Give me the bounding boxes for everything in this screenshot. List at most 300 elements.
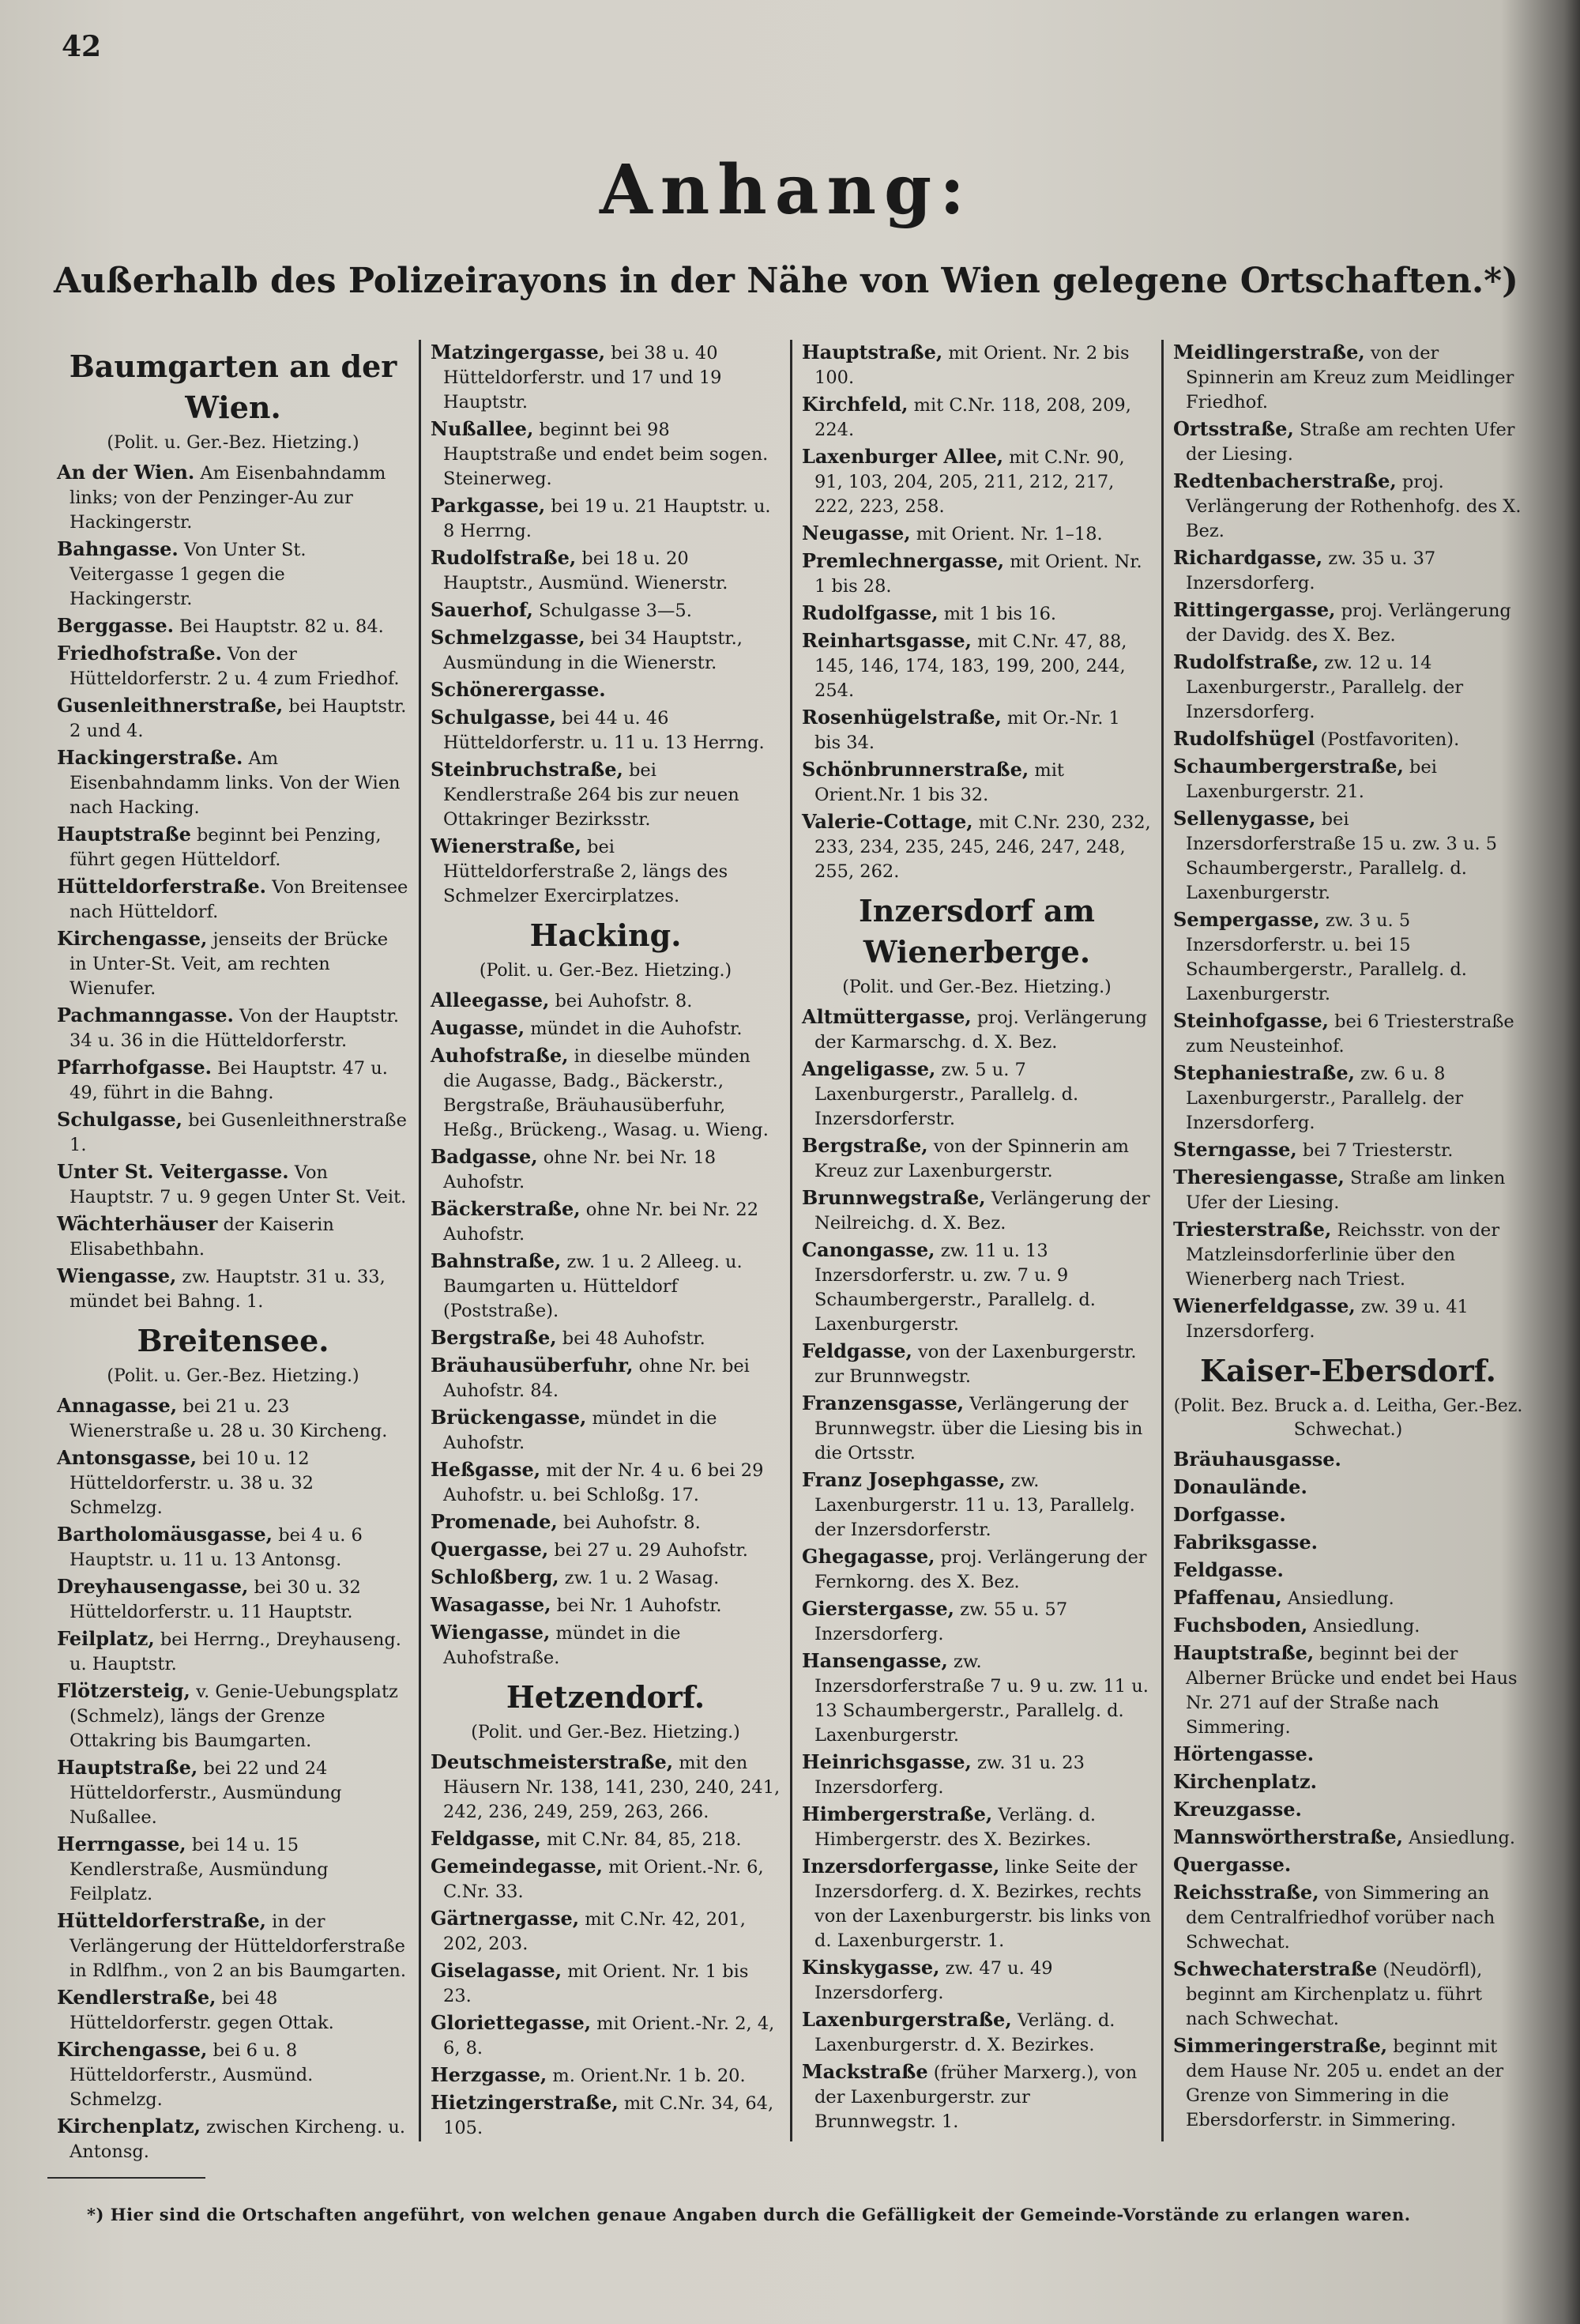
- street-entry: [802, 1544, 1152, 1595]
- street-entry: [802, 1596, 1152, 1647]
- street-description: zw. 55 u. 57 Inzersdorferg.: [814, 1599, 1068, 1644]
- street-entry: [431, 1958, 781, 2009]
- street-name: Pfarrhofgasse.: [57, 1056, 212, 1079]
- street-entry: [57, 1574, 409, 1625]
- street-description: bei 18 u. 20 Hauptstr., Ausmünd. Wienerstr.: [443, 548, 728, 593]
- street-entry: [431, 1826, 781, 1852]
- street-name: Kirchengasse,: [57, 2038, 208, 2061]
- street-description: zw. 12 u. 14 Laxenburgerstr., Parallelg. der Inzersdorferg.: [1186, 653, 1464, 722]
- street-description: Reichsstr. von der Matzleinsdorferlinie über den Wienerberg nach Triest.: [1186, 1220, 1500, 1290]
- street-entry: [431, 1353, 781, 1403]
- street-entry: [431, 705, 781, 755]
- street-name: Bäckerstraße,: [431, 1197, 581, 1220]
- section-heading: Inzersdorf am Wienerberge.: [859, 893, 1095, 970]
- street-name: Quergasse,: [431, 1538, 549, 1561]
- street-description: bei 48 Hütteldorferstr. gegen Ottak.: [70, 1988, 334, 2033]
- street-entry: [57, 1003, 409, 1053]
- street-entry: [57, 1985, 409, 2036]
- street-entry: [802, 1339, 1152, 1389]
- street-name: Redtenbacherstraße,: [1173, 469, 1397, 492]
- street-name: Kendlerstraße,: [57, 1986, 216, 2009]
- street-entry: [1173, 907, 1523, 1007]
- street-name: Quergasse.: [1173, 1853, 1292, 1876]
- street-name: Reichsstraße,: [1173, 1881, 1319, 1904]
- street-description: bei 30 u. 32 Hütteldorferstr. u. 11 Hauptstr.: [70, 1577, 361, 1622]
- street-entry: [1173, 754, 1523, 804]
- street-description: jenseits der Brücke in Unter-St. Veit, am rechten Wienufer.: [70, 929, 389, 999]
- column-4: [1161, 340, 1533, 2141]
- street-entry: [1173, 340, 1523, 415]
- street-name: Rosenhügelstraße,: [802, 706, 1002, 729]
- street-entry: [802, 1004, 1152, 1055]
- street-name: Laxenburger Allee,: [802, 445, 1004, 468]
- street-name: Feldgasse,: [802, 1339, 912, 1362]
- street-description: von Simmering an dem Centralfriedhof vorüber nach Schwechat.: [1186, 1883, 1495, 1953]
- street-description: mit Orient. Nr. 1–18.: [910, 524, 1103, 544]
- street-entry: [1173, 1613, 1523, 1639]
- street-entry: [1173, 1475, 1523, 1501]
- street-description: mit C.Nr. 90, 91, 103, 204, 205, 211, 212, 217, 222, 223, 258.: [814, 447, 1125, 517]
- street-description: bei Auhofstr. 8.: [557, 1512, 701, 1533]
- street-description: mit der Nr. 4 u. 6 bei 29 Auhofstr. u. bei Schloßg. 17.: [443, 1460, 764, 1505]
- street-entry: [1173, 1957, 1523, 2032]
- street-name: Hauptstraße,: [802, 341, 943, 363]
- street-entry: [1173, 416, 1523, 467]
- street-description: bei 44 u. 46 Hütteldorferstr. u. 11 u. 13 Herrng.: [443, 708, 765, 753]
- street-entry: [1173, 806, 1523, 906]
- street-name: Ortsstraße,: [1173, 417, 1294, 440]
- street-name: Wiengasse,: [57, 1264, 177, 1287]
- street-entry: [1173, 597, 1523, 648]
- street-name: Deutschmeisterstraße,: [431, 1750, 674, 1773]
- street-entry: [1173, 1165, 1523, 1215]
- street-description: bei 7 Triesterstr.: [1296, 1140, 1454, 1161]
- street-name: Wächterhäuser: [57, 1212, 218, 1235]
- section-district-note: (Polit. Bez. Bruck a. d. Leitha, Ger.-Bez. Schwechat.): [1173, 1396, 1523, 1440]
- street-description: bei 10 u. 12 Hütteldorferstr. u. 38 u. 32 Schmelzg.: [70, 1448, 314, 1518]
- street-entry: [802, 1057, 1152, 1132]
- street-description: v. Genie-Uebungsplatz (Schmelz), längs der Grenze Ottakring bis Baumgarten.: [70, 1682, 398, 1751]
- street-name: Hauptstraße,: [1173, 1641, 1315, 1664]
- street-description: bei 38 u. 40 Hütteldorferstr. und 17 und 19 Hauptstr.: [443, 343, 722, 412]
- street-description: bei 34 Hauptstr., Ausmündung in die Wienerstr.: [443, 628, 743, 673]
- street-name: Bergstraße,: [802, 1134, 928, 1157]
- street-description: Bei Hauptstr. 82 u. 84.: [173, 616, 384, 637]
- street-entry: [57, 1107, 409, 1158]
- street-description: Straße am linken Ufer der Liesing.: [1186, 1168, 1506, 1213]
- street-description: zw. 6 u. 8 Laxenburgerstr., Parallelg. der Inzersdorferg.: [1186, 1064, 1464, 1133]
- street-entry: [431, 1196, 781, 1247]
- street-entry: [431, 1015, 781, 1041]
- street-name: Bahnstraße,: [431, 1249, 562, 1272]
- street-entry: [431, 2062, 781, 2089]
- street-entry: [802, 705, 1152, 755]
- street-entry: [57, 2037, 409, 2112]
- street-description: mündet in die Auhofstraße.: [443, 1623, 681, 1668]
- street-name: Brunnwegstraße,: [802, 1186, 986, 1209]
- street-name: Schönbrunnerstraße,: [802, 758, 1029, 781]
- street-name: Schloßberg,: [431, 1565, 559, 1588]
- street-entry: [1173, 469, 1523, 544]
- street-name: Kinskygasse,: [802, 1956, 940, 1979]
- street-description: mit C.Nr. 34, 64, 105.: [443, 2093, 774, 2138]
- street-entry: [1173, 1008, 1523, 1059]
- street-description: Von Unter St. Veitergasse 1 gegen die Hackingerstr.: [70, 540, 307, 609]
- street-name: Richardgasse,: [1173, 546, 1323, 569]
- street-name: Promenade,: [431, 1510, 558, 1533]
- street-description: m. Orient.Nr. 1 b. 20.: [547, 2066, 746, 2086]
- street-name: Giselagasse,: [431, 1959, 562, 1982]
- street-entry: [431, 834, 781, 909]
- street-name: Feldgasse,: [431, 1827, 541, 1850]
- street-name: Feilplatz,: [57, 1627, 155, 1650]
- street-entry: [431, 1509, 781, 1535]
- section-district-note: (Polit. und Ger.-Bez. Hietzing.): [842, 977, 1112, 997]
- street-entry: [431, 1750, 781, 1825]
- street-name: Inzersdorfergasse,: [802, 1855, 1000, 1878]
- street-description: bei 19 u. 21 Hauptstr. u. 8 Herrng.: [443, 496, 771, 541]
- street-entry: [431, 2090, 781, 2141]
- street-description: bei 6 u. 8 Hütteldorferstr., Ausmünd. Schmelzg.: [70, 2040, 314, 2110]
- street-name: Canongasse,: [802, 1238, 935, 1261]
- street-entry: [431, 1325, 781, 1351]
- street-description: Verlängerung der Neilreichg. d. X. Bez.: [814, 1188, 1150, 1234]
- street-entry: [57, 537, 409, 612]
- street-description: zw. 1 u. 2 Wasag.: [559, 1568, 720, 1588]
- street-name: Kirchenplatz.: [1173, 1770, 1317, 1793]
- street-entry: [802, 1955, 1152, 2006]
- street-name: Bräuhausüberfuhr,: [431, 1354, 634, 1377]
- street-description: Ansiedlung.: [1402, 1828, 1516, 1848]
- street-entry: [1173, 1880, 1523, 1955]
- street-entry: [802, 2059, 1152, 2134]
- street-entry: [802, 340, 1152, 390]
- street-entry: [1173, 1294, 1523, 1344]
- street-entry: [1173, 1852, 1523, 1878]
- street-entry: [431, 988, 781, 1014]
- street-entry: [57, 1159, 409, 1210]
- street-entry: [802, 548, 1152, 599]
- street-description: in dieselbe münden die Augasse, Badg., Bäckerstr., Bergstraße, Bräuhausüberfuhr, Heßg., Brückeng., Wasag. u. Wieng.: [443, 1046, 769, 1140]
- street-entry: [57, 641, 409, 691]
- street-entry: [431, 340, 781, 415]
- street-entry: [57, 1755, 409, 1830]
- column-3: [790, 340, 1161, 2141]
- street-description: Schulgasse 3—5.: [532, 601, 692, 621]
- street-entry: [1173, 1557, 1523, 1584]
- street-description: bei Laxenburgerstr. 21.: [1186, 757, 1437, 802]
- text-columns: [47, 340, 1533, 2162]
- street-description: (Postfavoriten).: [1315, 729, 1460, 750]
- street-entry: [57, 1678, 409, 1753]
- street-description: zw. 35 u. 37 Inzersdorferg.: [1186, 548, 1436, 593]
- street-description: ohne Nr. bei Auhofstr. 84.: [443, 1356, 750, 1401]
- street-entry: [802, 2007, 1152, 2058]
- street-name: Flötzersteig,: [57, 1679, 190, 1702]
- street-description: bei Kendlerstraße 264 bis zur neuen Ottakringer Bezirksstr.: [443, 760, 739, 830]
- street-entry: [1173, 1060, 1523, 1136]
- street-description: bei 27 u. 29 Auhofstr.: [548, 1540, 748, 1561]
- street-name: Simmeringerstraße,: [1173, 2034, 1388, 2057]
- street-description: bei Auhofstr. 8.: [549, 991, 693, 1011]
- column-1: [47, 340, 419, 2162]
- street-name: Bartholomäusgasse,: [57, 1523, 273, 1546]
- street-description: zw. 3 u. 5 Inzersdorferstr. u. bei 15 Schaumbergerstr., Parallelg. d. Laxenburgerstr.: [1186, 910, 1467, 1004]
- street-name: Matzingergasse,: [431, 341, 606, 363]
- street-name: Ghegagasse,: [802, 1545, 935, 1568]
- street-description: Am Eisenbahndamm links. Von der Wien nach Hacking.: [70, 748, 401, 818]
- street-name: Gusenleithnerstraße,: [57, 694, 284, 717]
- street-name: Annagasse,: [57, 1394, 178, 1417]
- street-name: An der Wien.: [57, 461, 195, 484]
- street-entry: [57, 874, 409, 925]
- page-title: Anhang:: [600, 150, 972, 230]
- street-name: Heinrichsgasse,: [802, 1750, 972, 1773]
- street-description: bei 48 Auhofstr.: [556, 1328, 705, 1349]
- street-description: mit Orient. Nr. 1 bis 28.: [814, 552, 1142, 597]
- street-entry: [1173, 1530, 1523, 1556]
- footnote: *) Hier sind die Ortschaften angeführt, von welchen genaue Angaben durch die Gefälligkeit der Gemeinde-Vorstände zu erlangen waren.: [87, 2205, 1411, 2224]
- street-name: Brückengasse,: [431, 1406, 587, 1429]
- page-number: 42: [62, 30, 102, 63]
- street-name: Rudolfstraße,: [1173, 650, 1319, 673]
- street-description: bei 21 u. 23 Wienerstraße u. 28 u. 30 Kircheng.: [70, 1396, 388, 1441]
- street-name: Schönerergasse.: [431, 678, 606, 701]
- street-entry: [431, 1405, 781, 1456]
- street-name: Gloriettegasse,: [431, 2011, 592, 2034]
- street-entry: [57, 1445, 409, 1520]
- street-entry: [802, 1133, 1152, 1184]
- street-name: Herrngasse,: [57, 1832, 186, 1855]
- street-description: zw. 47 u. 49 Inzersdorferg.: [814, 1958, 1053, 2003]
- section-heading: Hacking.: [529, 917, 682, 953]
- street-entry: [1173, 1825, 1523, 1851]
- street-name: Valerie-Cottage,: [802, 810, 973, 833]
- street-name: Gemeindegasse,: [431, 1855, 604, 1878]
- street-entry: [802, 392, 1152, 443]
- street-description: beginnt bei 98 Hauptstraße und endet beim sogen. Steinerweg.: [443, 420, 769, 489]
- street-description: zw. 1 u. 2 Alleeg. u. Baumgarten u. Hütteldorf (Poststraße).: [443, 1252, 743, 1321]
- street-entry: [1173, 726, 1523, 752]
- street-entry: [57, 1626, 409, 1677]
- street-name: Wienerfeldgasse,: [1173, 1294, 1356, 1317]
- street-description: zw. 39 u. 41 Inzersdorferg.: [1186, 1297, 1469, 1342]
- street-name: Gierstergasse,: [802, 1597, 955, 1620]
- street-name: Schwechaterstraße: [1173, 1957, 1378, 1980]
- street-entry: [802, 1391, 1152, 1466]
- column-2: [419, 340, 790, 2141]
- street-entry: [1173, 1217, 1523, 1292]
- street-description: mit Orient.-Nr. 6, C.Nr. 33.: [443, 1857, 764, 1902]
- street-description: von der Spinnerin am Kreuz zum Meidlinger Friedhof.: [1186, 343, 1514, 412]
- street-description: bei 14 u. 15 Kendlerstraße, Ausmündung Feilplatz.: [70, 1835, 329, 1904]
- street-name: Rudolfshügel: [1173, 727, 1315, 750]
- street-name: Meidlingerstraße,: [1173, 341, 1365, 363]
- street-description: Ansiedlung.: [1281, 1588, 1394, 1609]
- street-description: zw. 31 u. 23 Inzersdorferg.: [814, 1753, 1085, 1798]
- street-name: Wiengasse,: [431, 1621, 551, 1644]
- street-name: Franz Josephgasse,: [802, 1468, 1006, 1491]
- street-entry: [431, 625, 781, 676]
- street-name: Herzgasse,: [431, 2063, 547, 2086]
- section-heading: Breitensee.: [137, 1323, 329, 1358]
- street-entry: [802, 1854, 1152, 1953]
- street-description: mit C.Nr. 42, 201, 202, 203.: [443, 1909, 746, 1954]
- street-entry: [431, 757, 781, 832]
- street-name: Parkgasse,: [431, 494, 546, 517]
- street-name: Himbergerstraße,: [802, 1802, 993, 1825]
- street-entry: [802, 628, 1152, 703]
- street-description: mit Orient.Nr. 1 bis 32.: [814, 760, 1064, 805]
- street-entry: [1173, 650, 1523, 725]
- street-entry: [57, 926, 409, 1001]
- street-description: bei Inzersdorferstraße 15 u. zw. 3 u. 5 Schaumbergerstr., Parallelg. d. Laxenburgerstr.: [1186, 809, 1498, 903]
- street-description: mit Orient. Nr. 1 bis 23.: [443, 1961, 749, 2006]
- street-description: proj. Verlängerung der Davidg. des X. Bez.: [1186, 601, 1511, 646]
- street-name: Rudolfgasse,: [802, 601, 939, 624]
- street-name: Donaulände.: [1173, 1475, 1307, 1498]
- street-name: Fabriksgasse.: [1173, 1531, 1318, 1554]
- street-entry: [431, 1457, 781, 1508]
- street-entry: [57, 613, 409, 639]
- street-entry: [1173, 1742, 1523, 1768]
- street-description: bei 22 und 24 Hütteldorferstr., Ausmündung Nußallee.: [70, 1758, 342, 1828]
- street-name: Kirchfeld,: [802, 393, 908, 416]
- street-entry: [431, 416, 781, 492]
- street-entry: [431, 545, 781, 596]
- street-entry: [431, 1144, 781, 1195]
- street-name: Hansengasse,: [802, 1649, 948, 1672]
- street-entry: [431, 677, 781, 703]
- street-name: Triesterstraße,: [1173, 1218, 1332, 1241]
- street-description: von der Spinnerin am Kreuz zur Laxenburgerstr.: [814, 1136, 1129, 1181]
- street-description: Verläng. d. Himbergerstr. des X. Bezirkes.: [814, 1805, 1097, 1850]
- street-entry: [802, 1467, 1152, 1542]
- street-description: zw. 5 u. 7 Laxenburgerstr., Parallelg. d. Inzersdorferstr.: [814, 1060, 1079, 1129]
- street-entry: [57, 1211, 409, 1262]
- street-entry: [802, 521, 1152, 547]
- street-description: Von der Hauptstr. 34 u. 36 in die Hütteldorferstr.: [70, 1006, 399, 1051]
- street-description: mündet in die Auhofstr.: [525, 1019, 743, 1039]
- street-description: bei Nr. 1 Auhofstr.: [551, 1595, 722, 1616]
- street-name: Schulgasse,: [431, 706, 556, 729]
- street-entry: [57, 822, 409, 872]
- street-name: Sempergasse,: [1173, 908, 1320, 931]
- street-entry: [1173, 1137, 1523, 1163]
- street-description: Verlängerung der Brunnwegstr. über die Liesing bis in die Ortsstr.: [814, 1394, 1143, 1463]
- street-entry: [802, 809, 1152, 884]
- street-name: Reinhartsgasse,: [802, 629, 972, 652]
- street-name: Schmelzgasse,: [431, 626, 585, 649]
- street-description: proj. Verlängerung der Rothenhofg. des X. Bez.: [1186, 472, 1522, 541]
- street-description: Ansiedlung.: [1307, 1616, 1420, 1637]
- street-name: Pachmanngasse.: [57, 1004, 234, 1026]
- street-description: mit C.Nr. 47, 88, 145, 146, 174, 183, 199, 200, 244, 254.: [814, 631, 1127, 701]
- street-description: bei Gusenleithnerstraße 1.: [70, 1110, 407, 1155]
- street-entry: [802, 1750, 1152, 1800]
- street-description: mit Orient. Nr. 2 bis 100.: [814, 343, 1130, 388]
- street-description: proj. Verlängerung der Fernkorng. des X. Bez.: [814, 1547, 1147, 1592]
- street-description: bei Hauptstr. 2 und 4.: [70, 696, 407, 741]
- street-entry: [57, 1908, 409, 1983]
- street-entry: [802, 1185, 1152, 1236]
- street-description: mit C.Nr. 84, 85, 218.: [540, 1829, 742, 1850]
- street-name: Augasse,: [431, 1016, 525, 1039]
- street-entry: [1173, 1502, 1523, 1528]
- street-entry: [802, 1648, 1152, 1748]
- street-name: Kirchenplatz,: [57, 2115, 201, 2138]
- street-name: Neugasse,: [802, 522, 911, 544]
- street-entry: [431, 1043, 781, 1143]
- street-description: bei Herrng., Dreyhauseng. u. Hauptstr.: [70, 1629, 401, 1674]
- street-entry: [802, 444, 1152, 519]
- footnote-divider: [47, 2177, 205, 2179]
- section-district-note: (Polit. u. Ger.-Bez. Hietzing.): [479, 961, 732, 981]
- street-name: Hackingerstraße.: [57, 746, 243, 769]
- street-name: Hauptstraße: [57, 823, 191, 846]
- street-description: mit Orient.-Nr. 2, 4, 6, 8.: [443, 2013, 775, 2058]
- street-name: Laxenburgerstraße,: [802, 2008, 1012, 2031]
- street-entry: [57, 1832, 409, 1907]
- street-entry: [57, 1055, 409, 1106]
- street-description: mit Or.-Nr. 1 bis 34.: [814, 708, 1120, 753]
- street-name: Gärtnergasse,: [431, 1907, 580, 1930]
- street-description: bei 4 u. 6 Hauptstr. u. 11 u. 13 Antonsg.: [70, 1525, 363, 1570]
- street-name: Franzensgasse,: [802, 1392, 965, 1414]
- street-description: mit C.Nr. 230, 232, 233, 234, 235, 245, 246, 247, 248, 255, 262.: [814, 812, 1151, 882]
- street-entry: [431, 2010, 781, 2061]
- street-name: Hütteldorferstraße.: [57, 875, 267, 898]
- street-description: beginnt mit dem Hause Nr. 205 u. endet an der Grenze von Simmering in die Ebersdorferstr. in Simmering.: [1186, 2036, 1504, 2130]
- street-description: (früher Marxerg.), von der Laxenburgerstr. zur Brunnwegstr. 1.: [814, 2062, 1138, 2132]
- street-name: Hauptstraße,: [57, 1756, 198, 1779]
- street-entry: [57, 1522, 409, 1573]
- street-name: Badgasse,: [431, 1145, 538, 1168]
- street-description: zwischen Kircheng. u. Antonsg.: [70, 2117, 405, 2162]
- street-name: Sauerhof,: [431, 598, 533, 621]
- street-name: Unter St. Veitergasse.: [57, 1160, 289, 1183]
- street-description: Bei Hauptstr. 47 u. 49, führt in die Bahng.: [70, 1058, 388, 1103]
- street-entry: [431, 1906, 781, 1957]
- street-entry: [57, 745, 409, 820]
- street-name: Schaumbergerstraße,: [1173, 755, 1404, 778]
- street-name: Pfaffenau,: [1173, 1586, 1282, 1609]
- street-entry: [57, 460, 409, 535]
- street-description: Am Eisenbahndamm links; von der Penzinger-Au zur Hackingerstr.: [70, 463, 386, 533]
- street-entry: [1173, 1769, 1523, 1795]
- street-entry: [1173, 1447, 1523, 1473]
- street-description: mit 1 bis 16.: [938, 604, 1057, 624]
- street-name: Mannswörtherstraße,: [1173, 1825, 1403, 1848]
- street-name: Bahngasse.: [57, 537, 179, 560]
- street-entry: [1173, 1585, 1523, 1611]
- street-description: ohne Nr. bei Nr. 18 Auhofstr.: [443, 1147, 717, 1192]
- street-name: Hörtengasse.: [1173, 1742, 1315, 1765]
- street-description: (Neudörfl), beginnt am Kirchenplatz u. führt nach Schwechat.: [1186, 1960, 1483, 2029]
- street-entry: [57, 1264, 409, 1314]
- street-entry: [431, 493, 781, 544]
- street-entry: [1173, 1797, 1523, 1823]
- street-entry: [431, 597, 781, 623]
- street-description: bei Hütteldorferstraße 2, längs des Schmelzer Exercirplatzes.: [443, 837, 728, 906]
- street-name: Feldgasse.: [1173, 1558, 1284, 1581]
- street-description: mit C.Nr. 118, 208, 209, 224.: [814, 395, 1131, 440]
- street-name: Steinhofgasse,: [1173, 1009, 1330, 1032]
- street-description: Von Breitensee nach Hütteldorf.: [70, 877, 408, 922]
- street-description: mit den Häusern Nr. 138, 141, 230, 240, 241, 242, 236, 249, 259, 263, 266.: [443, 1753, 781, 1822]
- section-heading: Baumgarten an der Wien.: [69, 348, 397, 425]
- street-description: bei 6 Triesterstraße zum Neusteinhof.: [1186, 1011, 1514, 1057]
